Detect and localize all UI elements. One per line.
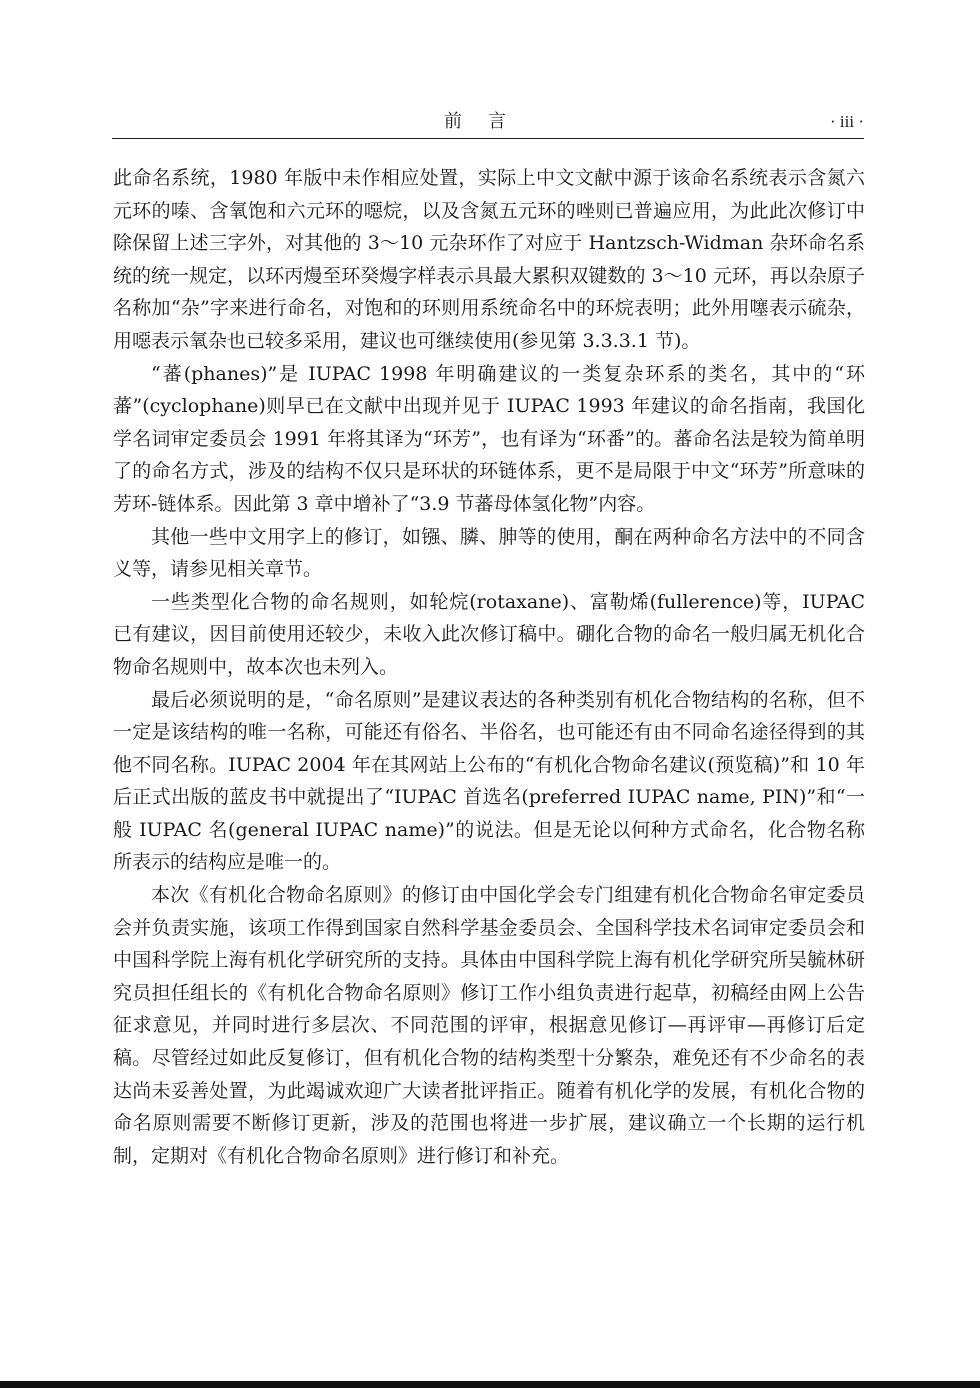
page-number: · iii · xyxy=(830,112,864,131)
paragraph-character-revisions: 其他一些中文用字上的修订，如镪、膦、胂等的使用，酮在两种命名方法中的不同含义等，请参见相关章节。 xyxy=(113,525,865,581)
paragraph-naming-principles: 最后必须说明的是，“命名原则”是建议表达的各种类别有机化合物结构的名称，但不一定是该结构的唯一名称，可能还有俗名、半俗名，也可能还有由不同命名途径得到的其他不同名称。IUPAC 2004 年在其网站上公布的“有机化合物命名建议(预览稿)”和 10 年后正式出版的蓝皮书中就提出了“IUPAC 首选名(preferred IUPAC name, PIN)”和“一般 IUPAC 名(general IUPAC name)”的说法。但是无论以何种方式命名，化合物名称所表示的结构应是唯一的。 xyxy=(113,688,865,874)
page-header xyxy=(112,110,864,136)
running-header-title: 前言 xyxy=(444,111,532,132)
body-text xyxy=(113,162,865,1172)
paragraph-phanes: “蕃(phanes)”是 IUPAC 1998 年明确建议的一类复杂环系的类名，其中的“环蕃”(cyclophane)则早已在文献中出现并见于 IUPAC 1993 年建议的命名指南，我国化学名词审定委员会 1991 年将其译为“环芳”，也有译为“环番”的。蕃命名法是较为简单明了的命名方式，涉及的结构不仅只是环状的环链体系，更不是局限于中文“环芳”所意味的芳环-链体系。因此第 3 章中增补了“3.9 节蕃母体氢化物”内容。 xyxy=(113,362,865,515)
header-rule xyxy=(112,138,864,139)
paragraph-continued: 此命名系统，1980 年版中未作相应处置，实际上中文文献中源于该命名系统表示含氮六元环的嗪、含氧饱和六元环的噁烷，以及含氮五元环的唑则已普遍应用，为此此次修订中除保留上述三字外，对其他的 3～10 元杂环作了对应于 Hantzsch-Widman 杂环命名系统的统一规定，以环丙熳至环癸熳字样表示具最大累积双键数的 3～10 元环，再以杂原子名称加“杂”字来进行命名，对饱和的环则用系统命名中的环烷表明；此外用噻表示硫杂，用噁表示氧杂也已较多采用，建议也可继续使用(参见第 3.3.3.1 节)。 xyxy=(113,167,865,352)
paragraph-excluded-rules: 一些类型化合物的命名规则，如轮烷(rotaxane)、富勒烯(fullerence)等，IUPAC 已有建议，因目前使用还较少，未收入此次修订稿中。硼化合物的命名一般归属无机化合物命名规则中，故本次也未列入。 xyxy=(113,590,865,678)
page-bottom-edge xyxy=(0,1381,980,1388)
paragraph-revision-process: 本次《有机化合物命名原则》的修订由中国化学会专门组建有机化合物命名审定委员会并负责实施，该项工作得到国家自然科学基金委员会、全国科学技术名词审定委员会和中国科学院上海有机化学研究所的支持。具体由中国科学院上海有机化学研究所吴毓林研究员担任组长的《有机化合物命名原则》修订工作小组负责进行起草，初稿经由网上公告征求意见，并同时进行多层次、不同范围的评审，根据意见修订—再评审—再修订后定稿。尽管经过如此反复修订，但有机化合物的结构类型十分繁杂，难免还有不少命名的表达尚未妥善处置，为此竭诚欢迎广大读者批评指正。随着有机化学的发展，有机化合物的命名原则需要不断修订更新，涉及的范围也将进一步扩展，建议确立一个长期的运行机制，定期对《有机化合物命名原则》进行修订和补充。 xyxy=(113,884,865,1167)
